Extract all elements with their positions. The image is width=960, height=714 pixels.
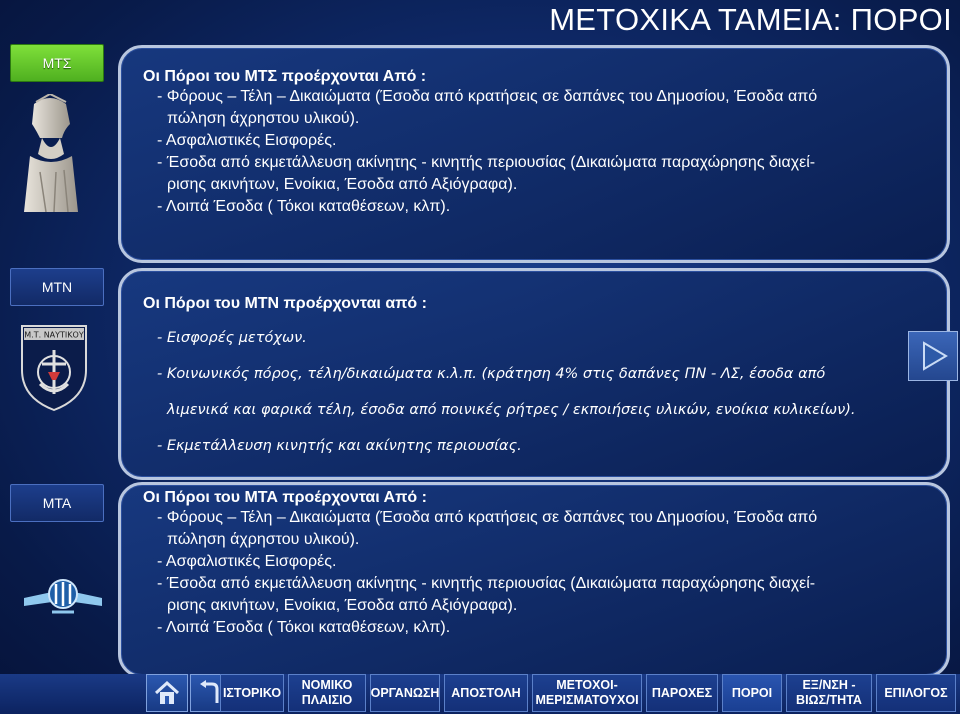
list-item: - Έσοδα από εκμετάλλευση ακίνητης - κινητής περιουσίας (Δικαιώματα παραχώρησης διαχεί-: [157, 154, 816, 171]
nav-exnsi-line1: ΕΞ/ΝΣΗ -: [802, 678, 856, 692]
list-item: - Εκμετάλλευση κινητής και ακίνητης περιουσίας.: [157, 438, 522, 454]
nav-organosi[interactable]: ΟΡΓΑΝΩΣΗ: [370, 674, 440, 712]
nav-istoriko[interactable]: ΙΣΤΟΡΙΚΟ: [220, 674, 284, 712]
list-item: - Φόρους – Τέλη – Δικαιώματα (Έσοδα από κρατήσεις σε δαπάνες του Δημοσίου, Έσοδα από: [157, 509, 818, 526]
nav-exnsi[interactable]: [786, 674, 872, 712]
page-title: ΜΕΤΟΧΙΚΑ ΤΑΜΕΙΑ: ΠΟΡΟΙ: [549, 2, 952, 37]
nav-metoxoi[interactable]: [532, 674, 642, 712]
nav-exnsi-line2: ΒΙΩΣ/ΤΗΤΑ: [796, 693, 862, 707]
home-button[interactable]: [146, 674, 188, 712]
nav-nomiko-plaisio[interactable]: [288, 674, 366, 712]
mta-panel: [118, 482, 950, 678]
list-item: - Ασφαλιστικές Εισφορές.: [157, 132, 337, 149]
mta-title: Οι Πόροι του ΜΤΑ προέρχονται Από :: [143, 489, 427, 506]
mtn-title: Οι Πόροι του ΜΤΝ προέρχονται από :: [143, 295, 427, 312]
nav-epilogos[interactable]: ΕΠΙΛΟΓΟΣ: [876, 674, 956, 712]
nav-nomiko-line1: ΝΟΜΙΚΟ: [301, 678, 353, 692]
list-item: ρισης ακινήτων, Ενοίκια, Έσοδα από Αξιόγραφα).: [167, 176, 518, 193]
next-arrow-icon: [916, 339, 950, 373]
tab-mts[interactable]: ΜΤΣ: [10, 44, 104, 82]
nav-metoxoi-line2: ΜΕΡΙΣΜΑΤΟΥΧΟΙ: [535, 693, 639, 707]
home-icon: [153, 679, 181, 707]
list-item: πώληση άχρηστου υλικού).: [167, 531, 360, 548]
nav-apostoli[interactable]: ΑΠΟΣΤΟΛΗ: [444, 674, 528, 712]
next-button[interactable]: [908, 331, 958, 381]
list-item: λιμενικά και φαρικά τέλη, έσοδα από ποινικές ρήτρες / εκποιήσεις υλικών, ενοίκια κυλικείων).: [167, 402, 856, 418]
mtn-panel: [118, 268, 950, 480]
nav-paroxes[interactable]: ΠΑΡΟΧΕΣ: [646, 674, 718, 712]
mts-title: Οι Πόροι του ΜΤΣ προέρχονται Από :: [143, 68, 427, 85]
list-item: - Φόρους – Τέλη – Δικαιώματα (Έσοδα από κρατήσεις σε δαπάνες του Δημοσίου, Έσοδα από: [157, 88, 818, 105]
tab-mta[interactable]: ΜΤΑ: [10, 484, 104, 522]
mts-panel: [118, 45, 950, 263]
list-item: - Λοιπά Έσοδα ( Τόκοι καταθέσεων, κλπ).: [157, 198, 451, 215]
nav-metoxoi-line1: ΜΕΤΟΧΟΙ-: [556, 678, 618, 692]
navy-fund-emblem-icon: [18, 320, 90, 412]
nav-nomiko-line2: ΠΛΑΙΣΙΟ: [301, 693, 353, 707]
list-item: - Λοιπά Έσοδα ( Τόκοι καταθέσεων, κλπ).: [157, 619, 451, 636]
list-item: - Έσοδα από εκμετάλλευση ακίνητης - κινητής περιουσίας (Δικαιώματα παραχώρησης διαχεί-: [157, 575, 816, 592]
athena-statue-icon: [20, 94, 82, 212]
list-item: πώληση άχρηστου υλικού).: [167, 110, 360, 127]
list-item: - Εισφορές μετόχων.: [157, 330, 307, 346]
tab-mtn[interactable]: ΜΤΝ: [10, 268, 104, 306]
list-item: - Ασφαλιστικές Εισφορές.: [157, 553, 337, 570]
list-item: ρισης ακινήτων, Ενοίκια, Έσοδα από Αξιόγραφα).: [167, 597, 518, 614]
emblem-text: Μ.Τ. ΝΑΥΤΙΚΟΥ: [24, 330, 84, 340]
air-force-fund-emblem-icon: [22, 572, 104, 618]
list-item: - Κοινωνικός πόρος, τέλη/δικαιώματα κ.λ.π. (κράτηση 4% στις δαπάνες ΠΝ - ΛΣ, έσοδα από: [157, 366, 826, 382]
nav-poroi[interactable]: ΠΟΡΟΙ: [722, 674, 782, 712]
